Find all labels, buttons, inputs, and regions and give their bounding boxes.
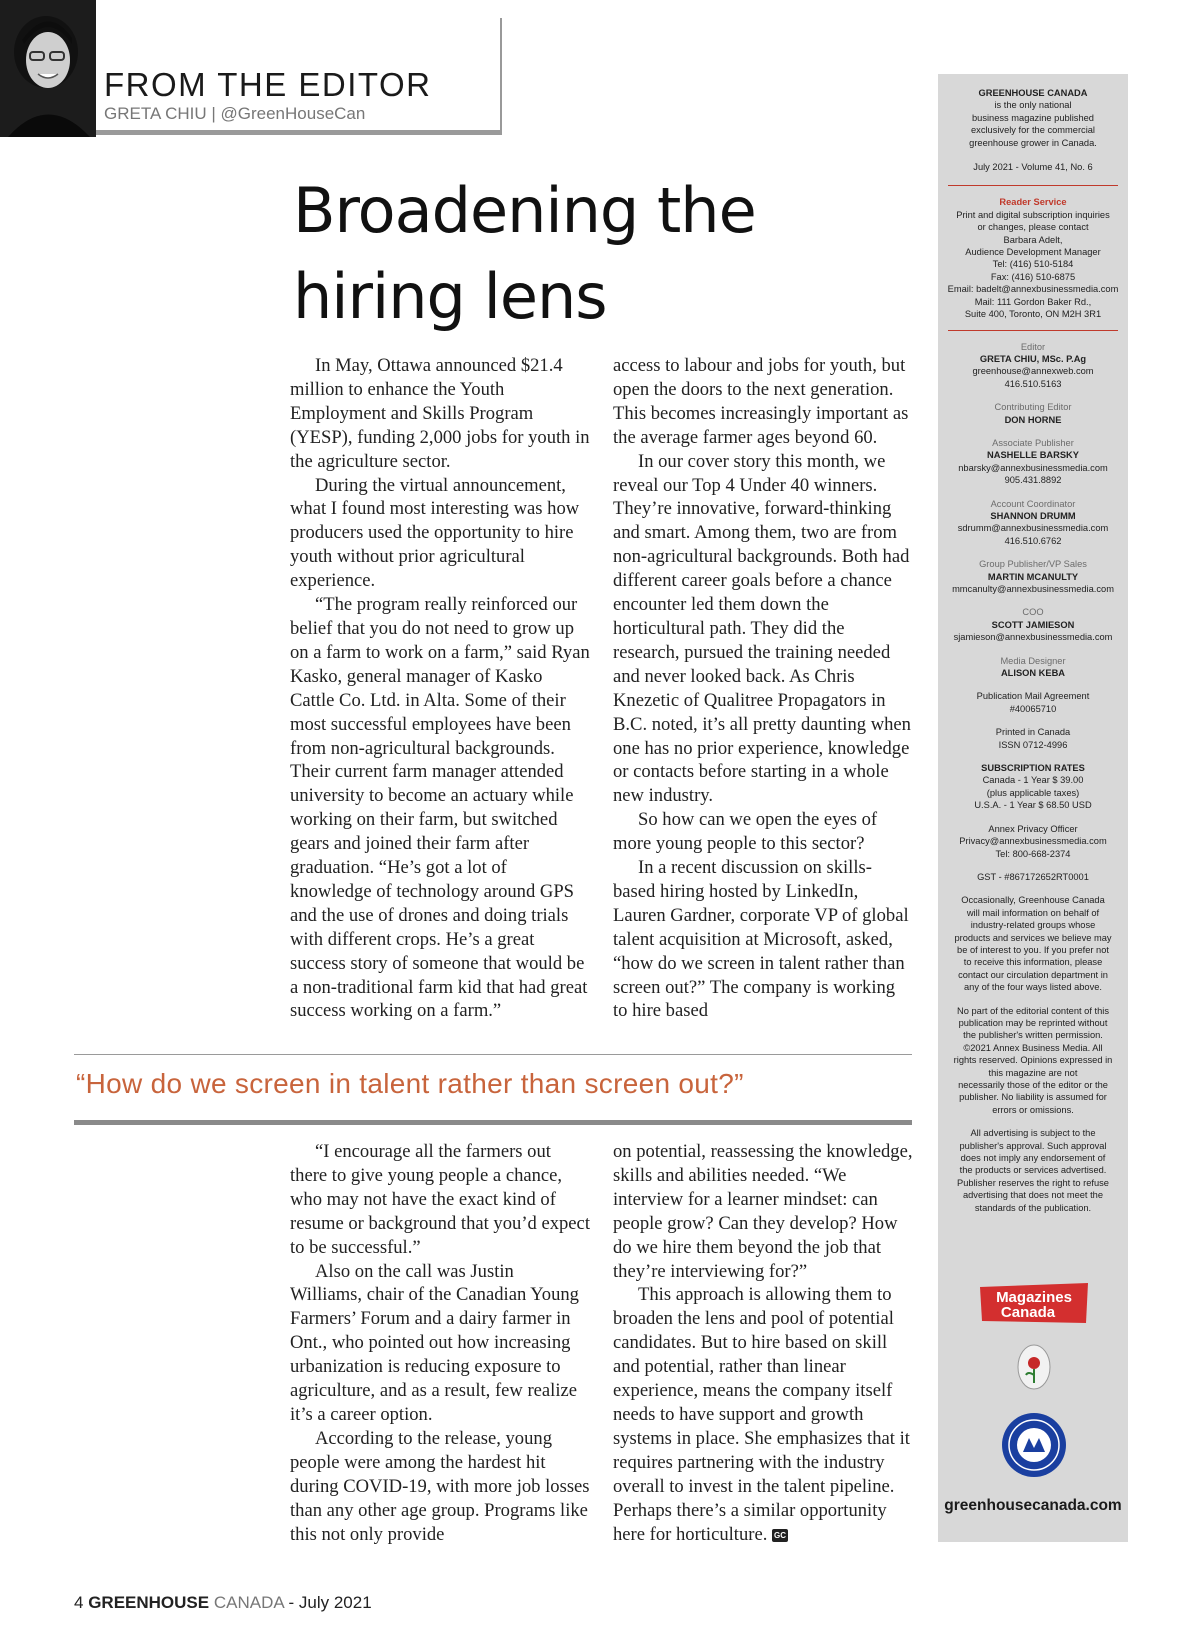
masthead-line: All advertising is subject to the	[970, 1128, 1096, 1139]
masthead-line: Barbara Adelt,	[1003, 234, 1063, 245]
article-column-left-top	[290, 354, 590, 1023]
privacy-email[interactable]: Privacy@annexbusinessmedia.com	[959, 836, 1107, 847]
masthead-line: this magazine are not	[988, 1067, 1078, 1078]
staff-phone: 416.510.6762	[1004, 535, 1062, 546]
staff-email[interactable]: sjamieson@annexbusinessmedia.com	[953, 632, 1113, 643]
masthead-line: Occasionally, Greenhouse Canada	[961, 895, 1105, 906]
privacy-officer	[944, 823, 1122, 860]
footer-magazine-name: GREENHOUSE	[88, 1593, 210, 1612]
masthead-issue: July 2021 - Volume 41, No. 6	[973, 162, 1093, 173]
paragraph: “I encourage all the farmers out there to give young people a chance, who may not have the exact kind of resume or background that you’d expect to be successful.”	[290, 1141, 590, 1258]
article-column-left-bottom	[290, 1140, 590, 1546]
section-title: FROM THE EDITOR	[104, 66, 432, 103]
magazines-canada-logo-line1: Magazines	[996, 1289, 1072, 1306]
staff-phone: 905.431.8892	[1004, 475, 1062, 486]
header-divider-horizontal	[96, 130, 502, 135]
page-footer	[74, 1593, 372, 1613]
masthead-line: greenhouse grower in Canada.	[969, 137, 1097, 148]
copyright-notice	[944, 1005, 1122, 1117]
staff-name: ALISON KEBA	[1000, 668, 1066, 679]
circulation-audit-badge-logo	[1001, 1412, 1067, 1478]
masthead-divider	[948, 330, 1118, 331]
gst-number: GST - #867172652RT0001	[977, 871, 1089, 882]
masthead-line: errors or omissions.	[992, 1104, 1074, 1115]
paragraph: So how can we open the eyes of more young people to this sector?	[613, 809, 878, 855]
masthead-line: the publisher's written permission.	[963, 1030, 1103, 1041]
masthead-email-link[interactable]: Email: badelt@annexbusinessmedia.com	[947, 284, 1119, 295]
staff-role: Media Designer	[1000, 655, 1066, 666]
header-divider-vertical	[500, 18, 502, 134]
masthead-line: publication may be reprinted without	[958, 1017, 1108, 1028]
masthead-line: (plus applicable taxes)	[986, 787, 1080, 798]
masthead-line: ©2021 Annex Business Media. All	[963, 1042, 1103, 1053]
paragraph: on potential, reassessing the knowledge, skills and abilities needed. “We interview for a learner mindset: can people grow? Can they develop? How do we hire them beyond the job that they’re interviewing for?”	[613, 1141, 913, 1282]
masthead-line: standards of the publication.	[974, 1202, 1092, 1213]
masthead-line: the products or services advertised.	[959, 1165, 1107, 1176]
footer-magazine-name-light: CANADA	[213, 1593, 284, 1612]
staff-role: Associate Publisher	[992, 437, 1074, 448]
paragraph: “The program really reinforced our belief that you do not need to grow up on a farm to work on a farm,” said Ryan Kasko, general manager of Kasko Cattle Co. Ltd. in Alta. Some of their most successful employees have been from non-agricultural backgrounds. Their current farm manager attended university to become an actuary while working on their farm, but switched gears and joined their farm after graduation. “He’s got a lot of knowledge of technology around GPS and the use of drones and doing trials with different crops. He’s a great success story of someone that would be a non-traditional farm kid that had great success working on a farm.”	[290, 594, 590, 1022]
staff-email[interactable]: sdrumm@annexbusinessmedia.com	[957, 523, 1109, 534]
page-number: 4	[74, 1593, 84, 1612]
article-column-right-top	[613, 354, 913, 1023]
masthead-line: Audience Development Manager	[965, 247, 1101, 258]
paragraph: According to the release, young people were among the hardest hit during COVID-19, with more job losses than any other age group. Programs like this not only provide	[290, 1427, 590, 1545]
masthead-line: Print and digital subscription inquiries	[956, 209, 1110, 220]
paragraph: Also on the call was Justin Williams, chair of the Canadian Young Farmers’ Forum and a dairy farmer in Ont., who pointed out how increasing urbanization is reducing exposure to agriculture, and as a result, few realize it’s a career option.	[290, 1260, 579, 1425]
staff-name: MARTIN MCANULTY	[987, 571, 1079, 582]
masthead-intro	[944, 87, 1122, 173]
masthead-line: advertising that does not meet the	[962, 1190, 1104, 1201]
end-of-article-icon: GC	[774, 1530, 787, 1540]
staff-name: SHANNON DRUMM	[990, 510, 1076, 521]
staff-editor	[944, 341, 1122, 391]
magazines-canada-logo-line2: Canada	[1000, 1304, 1056, 1321]
staff-name: SCOTT JAMIESON	[991, 619, 1075, 630]
masthead-line: rights reserved. Opinions expressed in	[953, 1055, 1113, 1066]
masthead-line: Tel: 800-668-2374	[995, 848, 1071, 859]
staff-role: Editor	[1020, 341, 1046, 352]
headline-line-1: Broadening the	[293, 174, 756, 247]
masthead-line: will mail information on behalf of	[966, 907, 1100, 918]
masthead-line: does not imply any endorsement of	[960, 1153, 1106, 1164]
masthead-line: Suite 400, Toronto, ON M2H 3R1	[964, 309, 1102, 320]
mailing-notice	[944, 894, 1122, 993]
reader-service-title: Reader Service	[999, 197, 1067, 208]
staff-coo	[944, 606, 1122, 643]
website-url-link[interactable]: greenhousecanada.com	[944, 1497, 1122, 1514]
staff-email[interactable]: mmcanulty@annexbusinessmedia.com	[952, 584, 1114, 594]
printed-info	[944, 726, 1122, 751]
masthead-line: or changes, please contact	[977, 222, 1089, 233]
masthead-line: to receive this information, please	[963, 957, 1103, 968]
masthead-line: Annex Privacy Officer	[988, 823, 1078, 834]
staff-role: Contributing Editor	[994, 402, 1072, 413]
staff-email[interactable]: nbarsky@annexbusinessmedia.com	[958, 462, 1108, 473]
staff-name: NASHELLE BARSKY	[987, 450, 1079, 461]
editor-portrait-photo	[0, 0, 96, 137]
paragraph: In our cover story this month, we reveal our Top 4 Under 40 winners. They’re innovative, forward-thinking and smart. Among them, two are from non-agricultural backgrounds. Both had different career goals before a chance encounter led them down the horticultural path. They did the research, pursued the training needed and never looked back. As Chris Knezetic of Qualitree Propagators in B.C. noted, it’s all pretty daunting when one has no prior experience, knowledge or contacts before starting in a whole new industry.	[613, 450, 911, 807]
flowers-canada-growers-logo	[1014, 1341, 1054, 1399]
staff-name: DON HORNE	[1004, 414, 1062, 425]
paragraph	[613, 1283, 913, 1546]
masthead-line: business magazine published	[972, 112, 1094, 123]
masthead-line: #40065710	[1009, 703, 1057, 714]
staff-associate-publisher	[944, 437, 1122, 487]
paragraph: In May, Ottawa announced $21.4 million to enhance the Youth Employment and Skills Program (YESP), funding 2,000 jobs for youth in the agriculture sector.	[290, 355, 590, 472]
magazines-canada-logo	[980, 1283, 1088, 1323]
advertising-notice	[944, 1127, 1122, 1214]
pull-quote-rule-top	[74, 1054, 912, 1055]
paragraph: access to labour and jobs for youth, but open the doors to the next generation. This becomes increasingly important as the average farmer ages beyond 60.	[613, 355, 909, 448]
pull-quote-rule-bottom	[74, 1120, 912, 1125]
masthead-line: Fax: (416) 510-6875	[990, 271, 1076, 282]
staff-group-publisher	[944, 558, 1122, 595]
paragraph-text: This approach is allowing them to broaden the lens and pool of potential candidates. But to hire based on skill and potential, rather than linear experience, means the company itself needs to have support and growth systems in place. She emphasizes that it requires partnering with the industry overall to invest in the talent pipeline. Perhaps there’s a similar opportunity here for horticulture.	[613, 1284, 910, 1545]
masthead-line: No part of the editorial content of this	[957, 1005, 1109, 1016]
footer-issue-date: - July 2021	[288, 1593, 372, 1612]
staff-contributing-editor	[944, 401, 1122, 426]
staff-name: GRETA CHIU, MSc. P.Ag	[979, 353, 1087, 364]
masthead-line: exclusively for the commercial	[971, 125, 1095, 136]
subscription-title: SUBSCRIPTION RATES	[981, 763, 1085, 774]
staff-role: COO	[1022, 607, 1044, 618]
masthead-line: is the only national	[994, 100, 1072, 111]
masthead-line: necessarily those of the editor or the	[958, 1080, 1108, 1090]
masthead-line: Publisher reserves the right to refuse	[957, 1177, 1109, 1188]
paragraph: During the virtual announcement, what I found most interesting was how producers used the opportunity to hire youth without prior agricultural experience.	[290, 474, 580, 592]
masthead-line: Printed in Canada	[995, 727, 1071, 738]
masthead-line: Tel: (416) 510-5184	[992, 259, 1074, 270]
masthead-sidebar	[938, 74, 1128, 1542]
article-column-right-bottom	[613, 1140, 913, 1546]
subscription-rates	[944, 762, 1122, 812]
article-headline	[293, 168, 893, 340]
masthead-line: industry-related groups whose	[970, 920, 1096, 931]
masthead-line: Mail: 111 Gordon Baker Rd.,	[974, 296, 1092, 307]
masthead-line: publisher. No liability is assumed for	[959, 1092, 1107, 1103]
masthead-line: Canada - 1 Year $ 39.00	[982, 775, 1084, 786]
masthead-line: any of the four ways listed above.	[964, 982, 1102, 993]
staff-role: Group Publisher/VP Sales	[979, 559, 1087, 570]
staff-role: Account Coordinator	[990, 498, 1076, 509]
mail-agreement	[944, 690, 1122, 715]
masthead-line: Publication Mail Agreement	[976, 691, 1090, 702]
masthead-title: GREENHOUSE CANADA	[978, 88, 1088, 98]
byline: GRETA CHIU | @GreenHouseCan	[104, 104, 366, 123]
masthead-line: publisher's approval. Such approval	[959, 1140, 1107, 1151]
staff-phone: 416.510.5163	[1004, 378, 1062, 389]
masthead-line: be of interest to you. If you prefer not	[957, 944, 1109, 955]
masthead-divider	[948, 185, 1118, 186]
headline-line-2: hiring lens	[293, 260, 607, 333]
pull-quote: “How do we screen in talent rather than screen out?”	[76, 1068, 744, 1099]
paragraph: In a recent discussion on skills-based hiring hosted by LinkedIn, Lauren Gardner, corporate VP of global talent acquisition at Microsoft, asked, “how do we screen in talent rather than screen out?” The company is working to hire based	[613, 857, 909, 1022]
staff-media-designer	[944, 655, 1122, 680]
masthead-line: contact our circulation department in	[958, 969, 1108, 980]
masthead-line: U.S.A. - 1 Year $ 68.50 USD	[974, 800, 1092, 811]
reader-service	[944, 196, 1122, 320]
staff-account-coordinator	[944, 498, 1122, 548]
masthead-line: ISSN 0712-4996	[998, 739, 1068, 750]
staff-email[interactable]: greenhouse@annexweb.com	[972, 366, 1094, 377]
masthead-line: products and services we believe may	[954, 932, 1112, 943]
